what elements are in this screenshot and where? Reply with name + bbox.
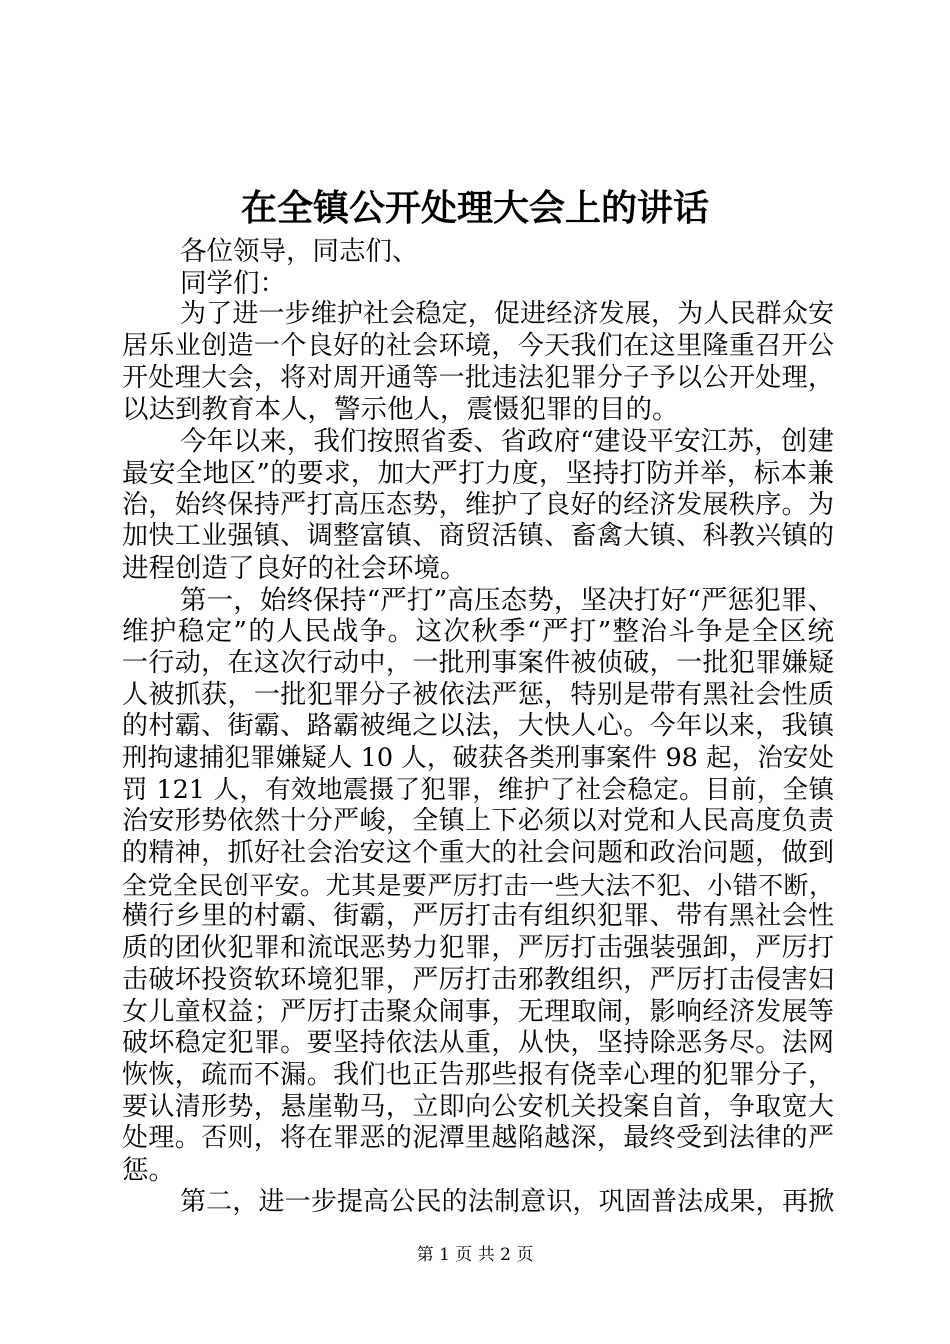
text-line: 居乐业创造一个良好的社会环境，今天我们在这里隆重召开公 — [122, 331, 834, 362]
text-line: 破坏稳定犯罪。要坚持依法从重，从快，坚持除恶务尽。法网 — [122, 1028, 834, 1059]
text-line: 恢恢，疏而不漏。我们也正告那些报有侥幸心理的犯罪分子， — [122, 1059, 834, 1090]
text-line: 女儿童权益；严厉打击聚众闹事，无理取闹，影响经济发展等 — [122, 996, 834, 1027]
text-line: 刑拘逮捕犯罪嫌疑人 10 人，破获各类刑事案件 98 起，治安处 — [122, 743, 834, 773]
text-line: 击破坏投资软环境犯罪，严厉打击邪教组织，严厉打击侵害妇 — [122, 964, 834, 995]
text-line: 今年以来，我们按照省委、省政府“建设平安江苏，创建 — [180, 426, 834, 458]
document-body — [122, 236, 834, 1218]
text-line: 最安全地区”的要求，加大严打力度，坚持打防并举，标本兼 — [122, 457, 834, 489]
text-line: 人被抓获，一批犯罪分子被依法严惩，特别是带有黑社会性质 — [122, 679, 834, 710]
text-line: 处理。否则，将在罪恶的泥潭里越陷越深，最终受到法律的严 — [122, 1123, 834, 1154]
text-line: 一行动，在这次行动中，一批刑事案件被侦破，一批犯罪嫌疑 — [122, 647, 834, 678]
text-line: 维护稳定”的人民战争。这次秋季“严打”整治斗争是全区统 — [122, 616, 834, 648]
text-line: 的精神，抓好社会治安这个重大的社会问题和政治问题，做到 — [122, 838, 834, 869]
text-line: 治安形势依然十分严峻，全镇上下必须以对党和人民高度负责 — [122, 806, 834, 837]
text-line: 同学们： — [180, 267, 286, 299]
text-line: 治，始终保持严打高压态势，维护了良好的经济发展秩序。为 — [122, 489, 834, 520]
text-line: 加快工业强镇、调整富镇、商贸活镇、畜禽大镇、科教兴镇的 — [122, 521, 834, 552]
document-title: 在全镇公开处理大会上的讲话 — [240, 187, 709, 229]
text-line: 第二，进一步提高公民的法制意识，巩固普法成果，再掀 — [180, 1186, 834, 1217]
text-line: 全党全民创平安。尤其是要严厉打击一些大法不犯、小错不断， — [122, 870, 834, 900]
page-footer: 第 1 页 共 2 页 — [416, 1245, 534, 1265]
text-line: 第一，始终保持“严打”高压态势，坚决打好“严惩犯罪、 — [180, 584, 834, 616]
text-line: 罚 121 人，有效地震摄了犯罪，维护了社会稳定。目前，全镇 — [122, 774, 834, 805]
text-line: 以达到教育本人，警示他人，震慑犯罪的目的。 — [122, 394, 679, 426]
text-line: 要认清形势，悬崖勒马，立即向公安机关投案自首，争取宽大 — [122, 1091, 834, 1122]
text-line: 惩。 — [122, 1154, 175, 1186]
text-line: 进程创造了良好的社会环境。 — [122, 552, 467, 584]
text-line: 横行乡里的村霸、街霸，严厉打击有组织犯罪、带有黑社会性 — [122, 901, 834, 932]
text-line: 质的团伙犯罪和流氓恶势力犯罪，严厉打击强装强卸，严厉打 — [122, 933, 834, 964]
text-line: 开处理大会，将对周开通等一批违法犯罪分子予以公开处理， — [122, 362, 834, 393]
text-line: 各位领导，同志们、 — [180, 236, 419, 267]
text-line: 的村霸、街霸、路霸被绳之以法，大快人心。今年以来，我镇 — [122, 711, 834, 742]
text-line: 为了进一步维护社会稳定，促进经济发展，为人民群众安 — [180, 299, 834, 330]
